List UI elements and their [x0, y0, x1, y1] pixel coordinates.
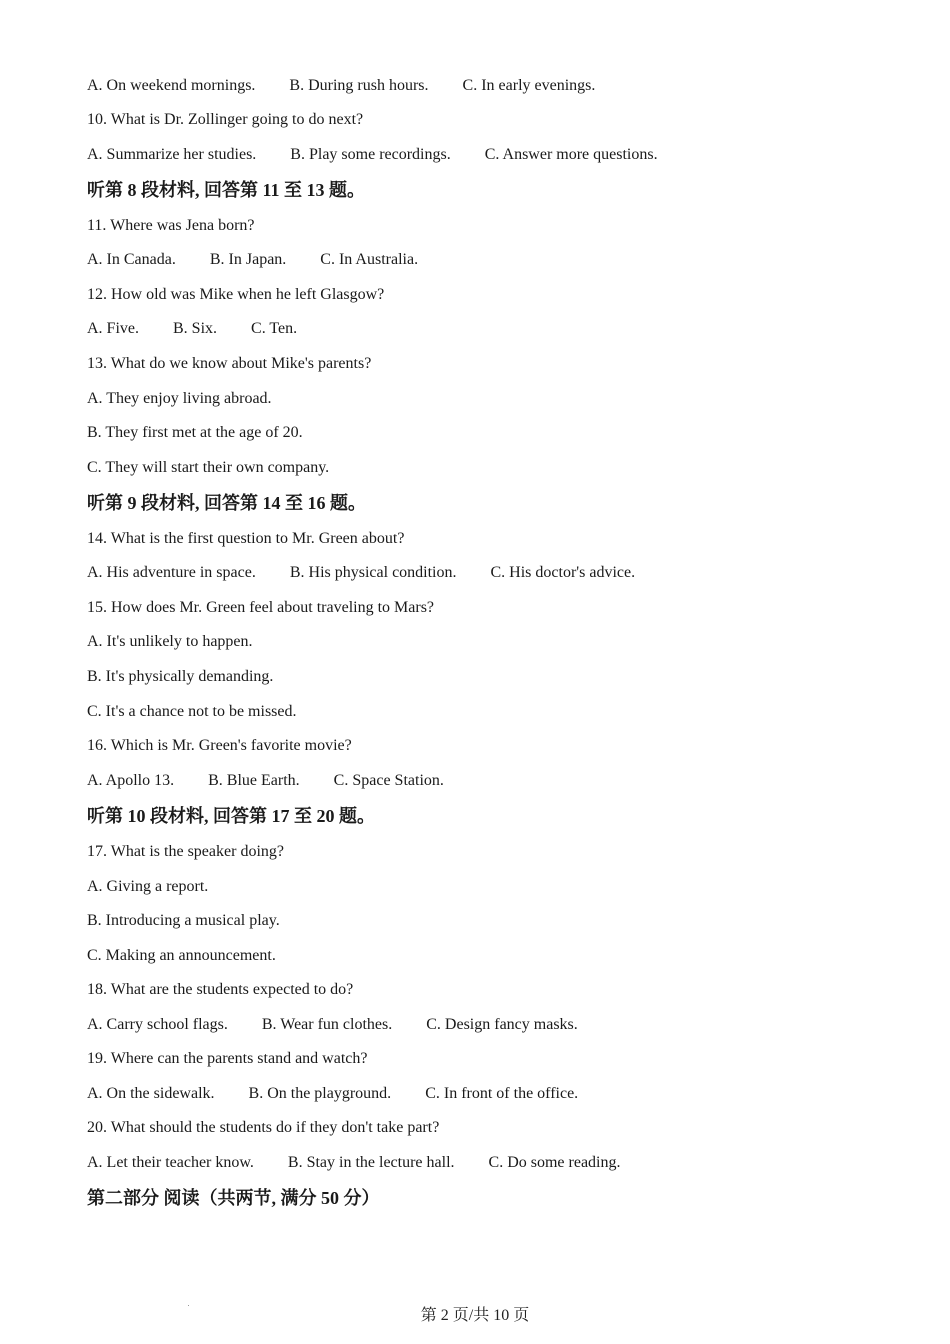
answer-option: C. It's a chance not to be missed. [87, 703, 297, 720]
answer-option: A. On weekend mornings. [87, 77, 256, 94]
answer-option: B. Blue Earth. [208, 772, 300, 789]
answer-option: A. His adventure in space. [87, 564, 256, 581]
answer-option: A. In Canada. [87, 251, 176, 268]
answer-options [87, 76, 595, 96]
answer-option: B. Stay in the lecture hall. [287, 1154, 455, 1171]
stray-mark [188, 1305, 189, 1306]
answer-options [87, 563, 635, 583]
answer-option: A. Five. [87, 320, 139, 337]
answer-option: B. On the playground. [248, 1085, 392, 1102]
answer-option: C. In Australia. [320, 251, 419, 268]
answer-option: C. Design fancy masks. [426, 1016, 578, 1033]
answer-option: C. They will start their own company. [87, 459, 330, 476]
question-text: 11. Where was Jena born? [87, 217, 255, 234]
section-heading: 第二部分 阅读（共两节, 满分 50 分） [87, 1188, 380, 1208]
answer-options [87, 319, 297, 339]
answer-options [87, 771, 444, 791]
answer-option: C. Making an announcement. [87, 947, 276, 964]
answer-option: A. It's unlikely to happen. [87, 633, 253, 650]
question-text: 12. How old was Mike when he left Glasgow? [87, 286, 385, 303]
answer-option: A. Let their teacher know. [87, 1154, 254, 1171]
answer-options [87, 1015, 578, 1035]
question-text: 13. What do we know about Mike's parents? [87, 355, 372, 372]
answer-option: B. It's physically demanding. [87, 668, 274, 685]
answer-option: A. They enjoy living abroad. [87, 390, 272, 407]
question-text: 18. What are the students expected to do? [87, 981, 354, 998]
page-number: 第 2 页/共 10 页 [420, 1307, 530, 1324]
question-text: 16. Which is Mr. Green's favorite movie? [87, 737, 352, 754]
section-heading: 听第 10 段材料, 回答第 17 至 20 题。 [87, 806, 375, 826]
question-text: 20. What should the students do if they don't take part? [87, 1119, 440, 1136]
question-text: 10. What is Dr. Zollinger going to do next? [87, 111, 364, 128]
answer-option: B. His physical condition. [289, 564, 457, 581]
section-heading: 听第 8 段材料, 回答第 11 至 13 题。 [87, 180, 366, 200]
answer-option: A. On the sidewalk. [87, 1085, 215, 1102]
answer-option: A. Apollo 13. [87, 772, 175, 789]
answer-option: C. Ten. [251, 320, 298, 337]
answer-options [87, 1153, 621, 1173]
answer-option: C. Do some reading. [488, 1154, 621, 1171]
answer-option: C. His doctor's advice. [490, 564, 636, 581]
question-text: 17. What is the speaker doing? [87, 843, 284, 860]
section-heading: 听第 9 段材料, 回答第 14 至 16 题。 [87, 493, 366, 513]
answer-options [87, 250, 418, 270]
answer-option: B. Introducing a musical play. [87, 912, 280, 929]
answer-option: A. Summarize her studies. [87, 146, 257, 163]
question-text: 19. Where can the parents stand and watch? [87, 1050, 368, 1067]
answer-option: C. In front of the office. [425, 1085, 579, 1102]
answer-options [87, 1084, 578, 1104]
answer-option: C. Answer more questions. [484, 146, 658, 163]
answer-option: B. Six. [173, 320, 218, 337]
answer-option: A. Carry school flags. [87, 1016, 228, 1033]
answer-option: B. In Japan. [209, 251, 287, 268]
answer-option: C. Space Station. [333, 772, 444, 789]
answer-option: B. During rush hours. [289, 77, 429, 94]
answer-options [87, 145, 658, 165]
answer-option: B. Wear fun clothes. [261, 1016, 393, 1033]
question-text: 15. How does Mr. Green feel about traveling to Mars? [87, 599, 435, 616]
answer-option: C. In early evenings. [462, 77, 596, 94]
page-footer [0, 1306, 950, 1326]
answer-option: B. Play some recordings. [290, 146, 451, 163]
answer-option: A. Giving a report. [87, 878, 209, 895]
answer-option: B. They first met at the age of 20. [87, 424, 303, 441]
question-text: 14. What is the first question to Mr. Green about? [87, 530, 405, 547]
